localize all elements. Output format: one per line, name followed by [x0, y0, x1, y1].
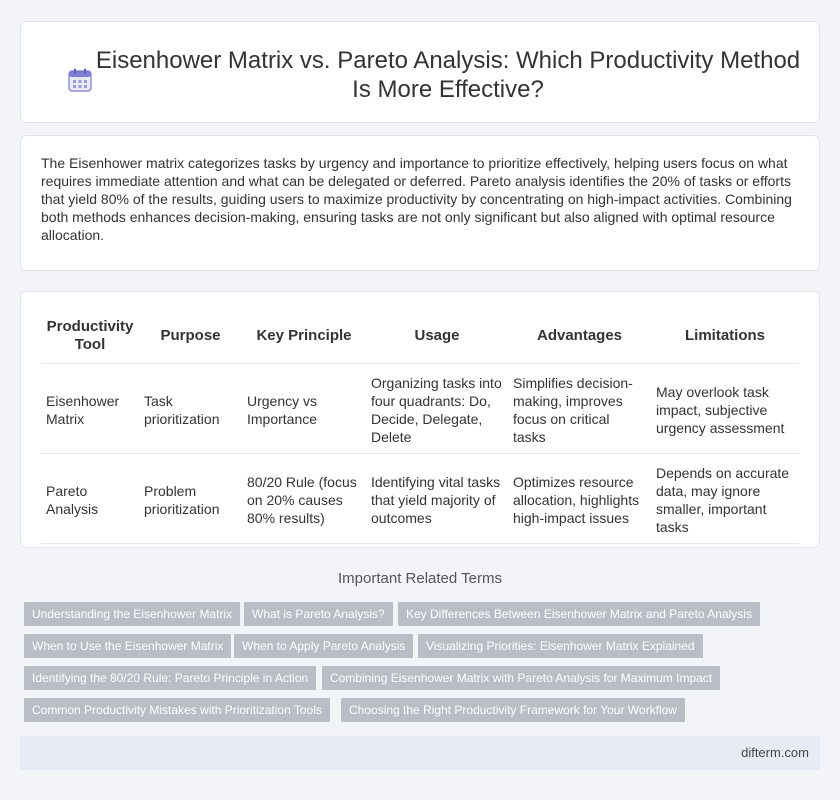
table-header-row	[41, 310, 799, 364]
related-term-link[interactable]: Combining Eisenhower Matrix with Pareto Analysis for Maximum Impact	[322, 666, 720, 690]
table-row	[41, 364, 799, 454]
title-card	[20, 21, 820, 123]
intro-card	[20, 135, 820, 271]
related-terms-heading: Important Related Terms	[338, 570, 502, 587]
related-term-link[interactable]: Identifying the 80/20 Rule: Pareto Principle in Action	[24, 666, 316, 690]
related-term-link[interactable]: When to Use the Eisenhower Matrix	[24, 634, 231, 658]
table-cell: May overlook task impact, subjective urgency assessment	[651, 364, 799, 454]
related-term-link[interactable]: Choosing the Right Productivity Framework for Your Workflow	[341, 698, 685, 722]
related-term-link[interactable]: What is Pareto Analysis?	[244, 602, 393, 626]
table-row	[41, 454, 799, 544]
comparison-table	[41, 310, 799, 544]
related-term-link[interactable]: Common Productivity Mistakes with Prioritization Tools	[24, 698, 330, 722]
column-header: Purpose	[139, 310, 242, 364]
intro-paragraph: The Eisenhower matrix categorizes tasks by urgency and importance to prioritize effectively, helping users focus on what requires immediate attention and what can be delegated or deferred. Pareto analysis identifies the 20% of tasks or efforts that yield 80% of the results, guiding users to maximize productivity by concentrating on high-impact activities. Combining both methods enhances decision-making, ensuring tasks are not only significant but also aligned with optimal resource allocation.	[41, 155, 792, 243]
column-header: Limitations	[651, 310, 799, 364]
table-cell: Organizing tasks into four quadrants: Do, Decide, Delegate, Delete	[366, 364, 508, 454]
column-header: Usage	[366, 310, 508, 364]
related-term-link[interactable]: When to Apply Pareto Analysis	[234, 634, 413, 658]
footer	[20, 736, 820, 770]
table-cell: Depends on accurate data, may ignore smaller, important tasks	[651, 454, 799, 544]
table-cell: 80/20 Rule (focus on 20% causes 80% results)	[242, 454, 366, 544]
column-header: Advantages	[508, 310, 651, 364]
comparison-table-card	[20, 291, 820, 548]
related-term-link[interactable]: Understanding the Eisenhower Matrix	[24, 602, 240, 626]
table-cell: Task prioritization	[139, 364, 242, 454]
table-cell: Simplifies decision-making, improves focus on critical tasks	[508, 364, 651, 454]
column-header: Productivity Tool	[41, 310, 139, 364]
table-cell: Optimizes resource allocation, highlights high-impact issues	[508, 454, 651, 544]
table-cell: Pareto Analysis	[41, 454, 139, 544]
related-term-link[interactable]: Visualizing Priorities: Eisenhower Matrix Explained	[418, 634, 703, 658]
table-cell: Urgency vs Importance	[242, 364, 366, 454]
table-cell: Problem prioritization	[139, 454, 242, 544]
footer-brand[interactable]: difterm.com	[741, 745, 809, 760]
page-title: Eisenhower Matrix vs. Pareto Analysis: Which Productivity Method Is More Effective?	[95, 47, 801, 103]
calendar-icon	[67, 67, 93, 93]
table-cell: Eisenhower Matrix	[41, 364, 139, 454]
column-header: Key Principle	[242, 310, 366, 364]
related-term-link[interactable]: Key Differences Between Eisenhower Matrix and Pareto Analysis	[398, 602, 760, 626]
table-cell: Identifying vital tasks that yield majority of outcomes	[366, 454, 508, 544]
